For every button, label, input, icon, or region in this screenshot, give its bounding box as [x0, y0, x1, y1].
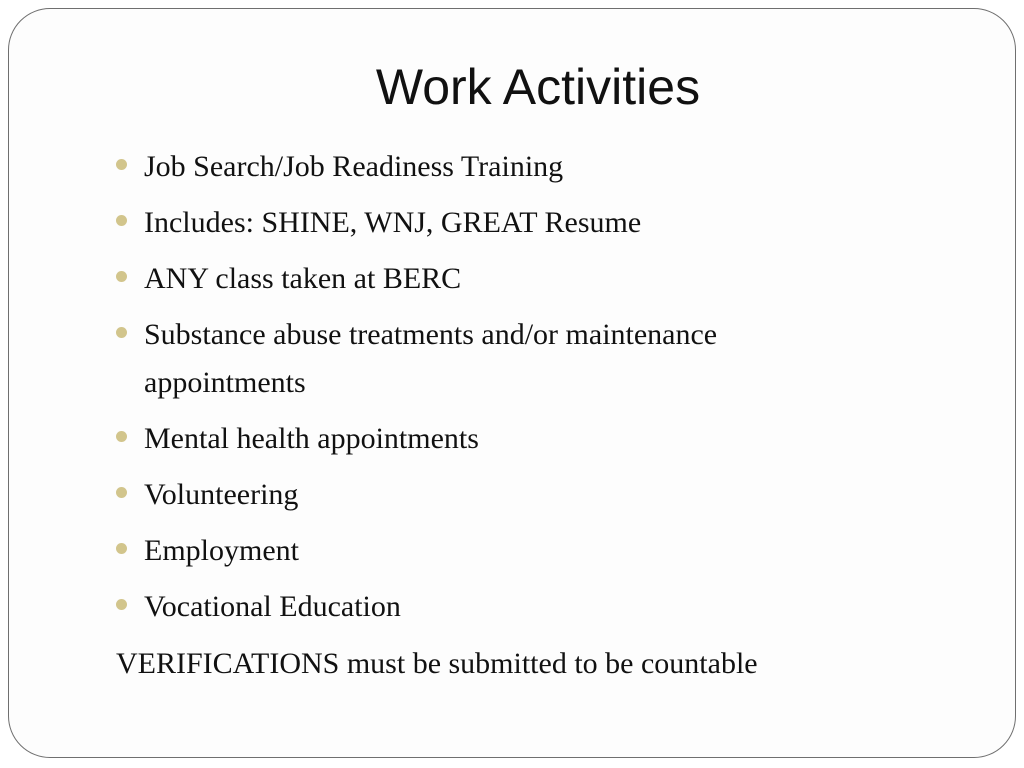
bullet-dot-icon — [116, 159, 127, 170]
bullet-item — [116, 527, 876, 575]
bullet-item — [116, 199, 876, 247]
bullet-dot-icon — [116, 543, 127, 554]
slide-title: Work Activities — [375, 59, 701, 115]
bullet-text: Includes: SHINE, WNJ, GREAT Resume — [144, 206, 642, 239]
bullet-item — [116, 255, 876, 303]
bullet-text: Vocational Education — [144, 590, 401, 623]
bullet-item — [116, 471, 876, 519]
bullet-dot-icon — [116, 215, 127, 226]
bullet-dot-icon — [116, 599, 127, 610]
bullet-text: Employment — [144, 534, 299, 567]
bullet-dot-icon — [116, 327, 127, 338]
bullet-item — [116, 311, 876, 407]
bullet-text: Substance abuse treatments and/or maintenance appointments — [144, 318, 718, 399]
bullet-text: Volunteering — [144, 478, 299, 511]
bullet-item — [116, 415, 876, 463]
bullet-dot-icon — [116, 271, 127, 282]
bullet-text: ANY class taken at BERC — [144, 262, 462, 295]
bullet-text: Mental health appointments — [144, 422, 479, 455]
bullet-text: Job Search/Job Readiness Training — [144, 150, 564, 183]
bullet-dot-icon — [116, 431, 127, 442]
verification-note: VERIFICATIONS must be submitted to be countable — [116, 647, 758, 680]
bullet-item — [116, 583, 876, 631]
bullet-item — [116, 143, 876, 191]
bullet-list — [116, 143, 876, 639]
bullet-dot-icon — [116, 487, 127, 498]
